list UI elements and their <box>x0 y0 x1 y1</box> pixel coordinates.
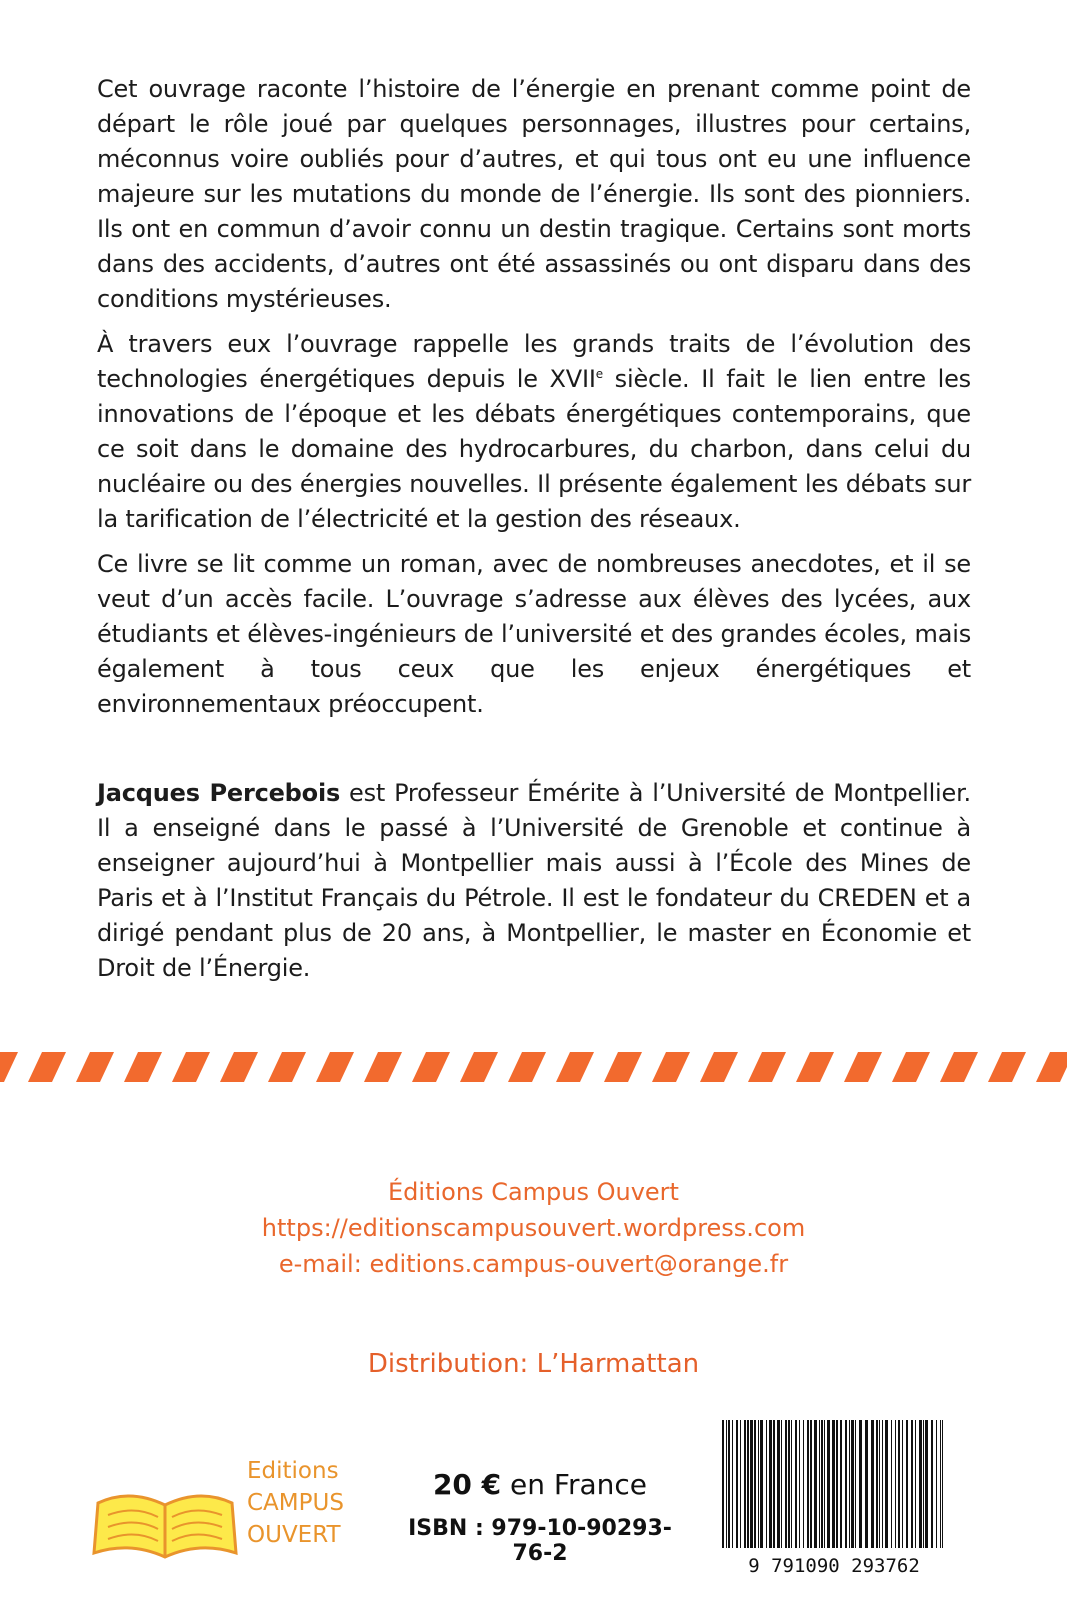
stripe-segment <box>124 1052 162 1082</box>
barcode-bar <box>845 1420 847 1548</box>
barcode-bar <box>923 1420 924 1548</box>
stripe-segment <box>940 1052 978 1082</box>
barcode-bar <box>785 1420 787 1548</box>
barcode-digits: 9 791090 293762 <box>748 1555 920 1577</box>
stripe-pattern <box>0 1052 1067 1082</box>
barcode-bar <box>915 1420 916 1548</box>
stripe-segment <box>0 1052 18 1082</box>
barcode-bar <box>849 1420 850 1548</box>
barcode-bar <box>827 1420 830 1548</box>
stripe-segment <box>268 1052 306 1082</box>
stripe-segment <box>76 1052 114 1082</box>
barcode-bar <box>807 1420 809 1548</box>
barcode-bar <box>754 1420 756 1548</box>
price-label <box>395 1468 685 1501</box>
barcode-image <box>718 1420 950 1580</box>
stripe-segment <box>220 1052 258 1082</box>
distribution-line: Distribution: L’Harmattan <box>367 1349 700 1379</box>
price-amount: 20 € <box>432 1468 502 1501</box>
orange-stripe-band <box>0 1052 1067 1082</box>
stripe-segment <box>988 1052 1026 1082</box>
barcode-bar <box>722 1420 724 1548</box>
logo-text <box>247 1455 344 1551</box>
barcode-bar <box>836 1420 838 1548</box>
barcode-bar <box>799 1420 800 1548</box>
barcode-bar <box>781 1420 782 1548</box>
barcode-bar <box>791 1420 792 1548</box>
author-bio <box>97 776 971 996</box>
barcode-bar <box>758 1420 759 1548</box>
open-book-icon <box>90 1483 240 1563</box>
isbn-barcode <box>718 1420 950 1580</box>
stripe-segment <box>748 1052 786 1082</box>
stripe-segment <box>28 1052 66 1082</box>
barcode-bar <box>871 1420 874 1548</box>
barcode-bar <box>902 1420 903 1548</box>
barcode-bar <box>859 1420 862 1548</box>
blurb-paragraph-3: Ce livre se lit comme un roman, avec de nombreuses anecdotes, et il se veut d’un accès facile. L’ouvrage s’adresse aux élèves des lycées, aux étudiants et élèves-ingénieurs de l’université et des grandes écoles, mais également à tous ceux que les enjeux énergétiques et environnementaux préoccupent. <box>97 550 971 718</box>
barcode-bar <box>750 1420 753 1548</box>
author-bio-text: est Professeur Émérite à l’Université de Montpellier. Il a enseigné dans le passé à l’Université de Grenoble et continue à enseigner aujourd’hui à Montpellier mais aussi à l’École des Mines de Paris et à l’Institut Français du Pétrole. Il est le fondateur du CREDEN et a dirigé pendant plus de 20 ans, à Montpellier, le master en Économie et Droit de l’Énergie. <box>97 779 971 982</box>
barcode-bar <box>819 1420 820 1548</box>
barcode-bar <box>906 1420 908 1548</box>
barcode-bar <box>810 1420 812 1548</box>
stripe-segment <box>1036 1052 1067 1082</box>
barcode-bar <box>942 1420 943 1548</box>
barcode-bar <box>879 1420 880 1548</box>
barcode-bar <box>925 1420 928 1548</box>
barcode-bar <box>732 1420 733 1548</box>
barcode-bar <box>736 1420 738 1548</box>
barcode-bar <box>840 1420 842 1548</box>
barcode-bar <box>824 1420 825 1548</box>
barcode-bar <box>919 1420 922 1548</box>
publisher-url[interactable]: https://editionscampusouvert.wordpress.com <box>261 1214 806 1242</box>
stripe-segment <box>364 1052 402 1082</box>
barcode-bar <box>760 1420 763 1548</box>
barcode-bar <box>728 1420 730 1548</box>
publisher-logo <box>90 1455 360 1565</box>
barcode-bar <box>855 1420 856 1548</box>
barcode-bar <box>795 1420 797 1548</box>
author-name: Jacques Percebois <box>97 779 341 807</box>
barcode-bar <box>931 1420 933 1548</box>
logo-line-3: OUVERT <box>247 1522 341 1548</box>
barcode-bar <box>898 1420 900 1548</box>
stripe-segment <box>316 1052 354 1082</box>
price-suffix: en France <box>501 1468 648 1501</box>
publisher-email[interactable]: e-mail: editions.campus-ouvert@orange.fr <box>278 1250 789 1278</box>
stripe-segment <box>172 1052 210 1082</box>
stripe-segment <box>604 1052 642 1082</box>
logo-line-1: Editions <box>247 1458 339 1484</box>
barcode-bar <box>940 1420 941 1548</box>
publisher-block <box>0 1174 1067 1282</box>
barcode-bar <box>769 1420 772 1548</box>
isbn-label: ISBN : 979-10-90293-76-2 <box>408 1516 672 1566</box>
blurb-p2-start: À travers eux l’ouvrage rappelle les grands traits de l’évolution des technologies énergétiques depuis le XVII <box>97 330 971 393</box>
barcode-bar <box>744 1420 746 1548</box>
century-superscript: e <box>595 367 603 381</box>
barcode-bar <box>865 1420 868 1548</box>
stripe-segment <box>412 1052 450 1082</box>
blurb-paragraph-1: Cet ouvrage raconte l’histoire de l’énergie en prenant comme point de départ le rôle joué par quelques personnages, illustres pour certains, méconnus voire oubliés pour d’autres, et qui tous ont eu une influence majeure sur les mutations du monde de l’énergie. Ils sont des pionniers. Ils ont en commun d’avoir connu un destin tragique. Certains sont morts dans des accidents, d’autres ont été assassinés ou ont disparu dans des conditions mystérieuses. <box>97 75 971 313</box>
barcode-bar <box>885 1420 888 1548</box>
barcode-bar <box>726 1420 727 1548</box>
stripe-segment <box>460 1052 498 1082</box>
barcode-bar <box>773 1420 775 1548</box>
stripe-segment <box>796 1052 834 1082</box>
stripe-segment <box>556 1052 594 1082</box>
barcode-bar <box>882 1420 883 1548</box>
barcode-bar <box>747 1420 749 1548</box>
barcode-bar <box>851 1420 854 1548</box>
barcode-bar <box>740 1420 741 1548</box>
stripe-segment <box>508 1052 546 1082</box>
barcode-bar <box>803 1420 804 1548</box>
stripe-segment <box>700 1052 738 1082</box>
publisher-name: Éditions Campus Ouvert <box>388 1178 679 1206</box>
barcode-bar <box>936 1420 937 1548</box>
author-bio-paragraph <box>97 776 971 986</box>
barcode-bar <box>891 1420 892 1548</box>
barcode-bar <box>821 1420 823 1548</box>
stripe-segment <box>892 1052 930 1082</box>
barcode-bar <box>777 1420 780 1548</box>
barcode-bar <box>911 1420 913 1548</box>
stripe-segment <box>652 1052 690 1082</box>
barcode-bar <box>876 1420 878 1548</box>
barcode-bar <box>814 1420 817 1548</box>
blurb-paragraph-2 <box>97 327 971 537</box>
barcode-bar <box>788 1420 790 1548</box>
barcode-bar <box>766 1420 767 1548</box>
barcode-bar <box>895 1420 896 1548</box>
logo-line-2: CAMPUS <box>247 1490 344 1516</box>
back-cover-blurb <box>97 72 971 732</box>
blurb-p2-end: siècle. Il fait le lien entre les innovations de l’époque et les débats énergétiques contemporains, que ce soit dans le domaine des hydrocarbures, du charbon, dans celui du nucléaire ou des énergies nouvelles. Il présente également les débats sur la tarification de l’électricité et la gestion des réseaux. <box>97 365 971 533</box>
stripe-segment <box>844 1052 882 1082</box>
barcode-bar <box>832 1420 835 1548</box>
